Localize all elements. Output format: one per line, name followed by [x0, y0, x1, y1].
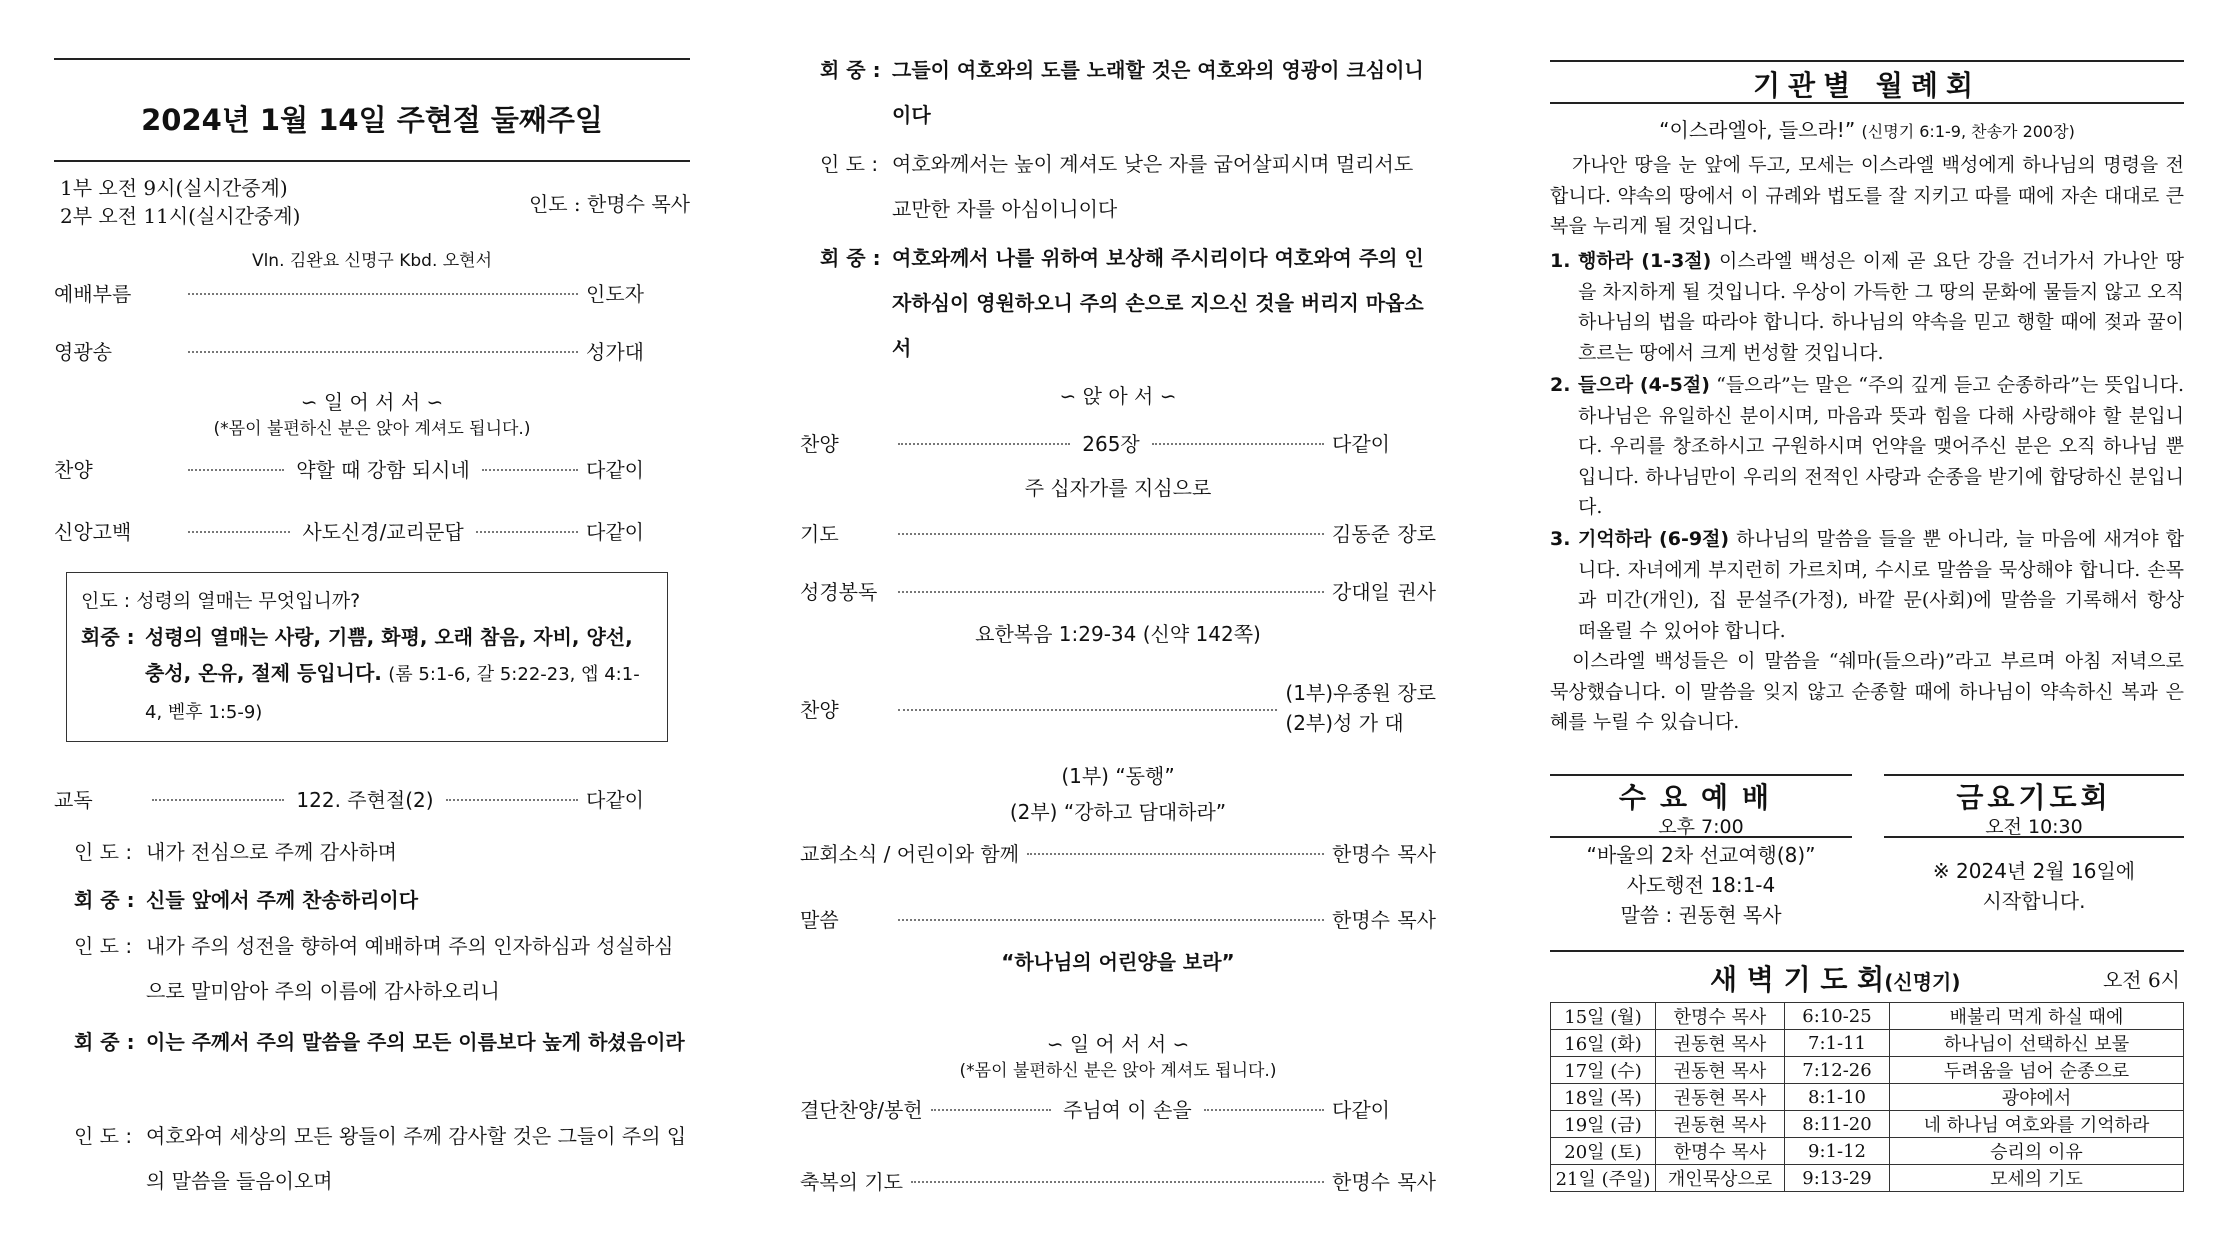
- choir-song-1: (1부) “동행”: [1061, 764, 1175, 788]
- order-sermon: 말씀 한명수 목사: [800, 907, 1436, 932]
- right-column: [1550, 0, 2184, 1234]
- point-1: 1. 행하라 (1-3절) 이스라엘 백성은 이제 곧 요단 강을 건너가서 가나안 땅을 차지하게 될 것입니다. 우상이 가득한 그 땅의 문화에 물들지 않고 오직 하나님의 법을 따라야 합니다. 하나님의 약속을 믿고 행할 때에 젖과 꿀이 흐르는 땅에서 크게 번성할 것입니다.: [1550, 250, 2184, 364]
- response-3: 인 도 : 내가 주의 성전을 향하여 예배하며 주의 인자하심과 성실하심으로 말미암아 주의 이름에 감사하오리니: [74, 934, 674, 1003]
- table-cell: 20일 (토): [1551, 1138, 1656, 1165]
- table-cell: 배불리 먹게 하실 때에: [1890, 1003, 2184, 1030]
- dawn-time: 오전 6시: [2102, 968, 2180, 992]
- table-cell: 19일 (금): [1551, 1111, 1656, 1138]
- table-cell: 16일 (화): [1551, 1030, 1656, 1057]
- catechism-question: 인도 : 성령의 열매는 무엇입니까?: [81, 590, 361, 612]
- table-cell: 15일 (월): [1551, 1003, 1656, 1030]
- table-cell: 네 하나님 여호와를 기억하라: [1890, 1111, 2184, 1138]
- response-2: 회 중 : 신들 앞에서 주께 찬송하리이다: [74, 888, 419, 912]
- order-doxology: 영광송 성가대: [54, 339, 644, 364]
- table-cell: 권동현 목사: [1656, 1030, 1785, 1057]
- catechism-answer: 회중 : 성령의 열매는 사랑, 기쁨, 화평, 오래 참음, 자비, 양선, 충성, 온유, 절제 등입니다. (롬 5:1-6, 갈 5:22-23, 엡 4:1-4, 벧후 1:5-9): [81, 625, 640, 723]
- response-1: 인 도 : 내가 전심으로 주께 감사하며: [74, 840, 397, 864]
- response-7: 인 도 : 여호와께서는 높이 계셔도 낮은 자를 굽어살피시며 멀리서도 교만한 자를 아심이니이다: [820, 152, 1414, 221]
- outro-paragraph: 이스라엘 백성들은 이 말씀을 “쉐마(들으라)”라고 부르며 아침 저녁으로 묵상했습니다. 이 말씀을 잊지 않고 순종할 때에 하나님이 약속하신 복과 은혜를 누릴 수 있습니다.: [1550, 650, 2184, 733]
- order-prayer: 기도 김동준 장로: [800, 521, 1436, 546]
- order-responsive-reading: 교독 122. 주현절(2) 다같이: [54, 787, 644, 812]
- wednesday-details: “바울의 2차 선교여행(8)” 사도행전 18:1-4 말씀 : 권동현 목사: [1586, 843, 1816, 927]
- scripture-reference: 요한복음 1:29-34 (신약 142쪽): [975, 622, 1261, 646]
- left-column: [54, 0, 690, 1234]
- table-cell: 9:13-29: [1785, 1165, 1890, 1192]
- leader-name: 인도 : 한명수 목사: [528, 192, 690, 216]
- table-cell: 17일 (수): [1551, 1057, 1656, 1084]
- response-5: 인 도 : 여호와여 세상의 모든 왕들이 주께 감사할 것은 그들이 주의 입의 말씀을 들음이오며: [74, 1124, 687, 1193]
- monthly-meeting-title: 기관별 월례회: [1752, 69, 1982, 102]
- monthly-top-rule: [1550, 60, 2184, 62]
- dawn-title: 새 벽 기 도 회(신명기): [1710, 963, 1961, 996]
- friday-details: ※ 2024년 2월 16일에 시작합니다.: [1932, 859, 2136, 913]
- table-cell: 한명수 목사: [1656, 1138, 1785, 1165]
- hymn-title: 주 십자가를 지심으로: [1024, 476, 1212, 500]
- order-choir: 찬양 (1부)우종원 장로 (2부)성 가 대: [800, 681, 1436, 735]
- table-row: [1551, 1030, 2184, 1057]
- table-cell: 승리의 이유: [1890, 1138, 2184, 1165]
- table-cell: 하나님이 선택하신 보물: [1890, 1030, 2184, 1057]
- order-scripture: 성경봉독 강대일 권사: [800, 579, 1436, 604]
- table-cell: 9:1-12: [1785, 1138, 1890, 1165]
- theme-verse: “이스라엘아, 들으라!” (신명기 6:1-9, 찬송가 200장): [1659, 118, 2075, 142]
- table-row: [1551, 1111, 2184, 1138]
- middle-column: [800, 0, 1436, 1234]
- table-cell: 21일 (주일): [1551, 1165, 1656, 1192]
- table-cell: 권동현 목사: [1656, 1084, 1785, 1111]
- intro-paragraph: 가나안 땅을 눈 앞에 두고, 모세는 이스라엘 백성에게 하나님의 명령을 전합니다. 약속의 땅에서 이 규례와 법도를 잘 지키고 따를 때에 자손 대대로 큰 복을 누리게 될 것입니다.: [1550, 154, 2184, 237]
- table-row: [1551, 1084, 2184, 1111]
- table-row: [1551, 1165, 2184, 1192]
- title-rule: [54, 160, 690, 162]
- musicians: Vln. 김완요 신명구 Kbd. 오현서: [251, 251, 493, 271]
- table-cell: 두려움을 넘어 순종으로: [1890, 1057, 2184, 1084]
- table-cell: 18일 (목): [1551, 1084, 1656, 1111]
- stand-heading-2: ∽ 일 어 서 서 ∽: [1046, 1032, 1190, 1056]
- table-cell: 개인묵상으로: [1656, 1165, 1785, 1192]
- stand-note: (*몸이 불편하신 분은 앉아 계셔도 됩니다.): [213, 419, 531, 439]
- response-8: 회 중 : 여호와께서 나를 위하여 보상해 주시리이다 여호와여 주의 인자하심이 영원하오니 주의 손으로 지으신 것을 버리지 마옵소서: [820, 246, 1424, 360]
- top-rule: [54, 58, 690, 60]
- table-cell: 8:1-10: [1785, 1084, 1890, 1111]
- table-cell: 권동현 목사: [1656, 1111, 1785, 1138]
- catechism-box: [66, 572, 668, 742]
- order-creed: 신앙고백 사도신경/교리문답 다같이: [54, 519, 644, 544]
- wednesday-rule: [1550, 836, 1852, 838]
- order-benediction: 축복의 기도 한명수 목사: [800, 1169, 1436, 1194]
- order-hymn: 찬양 265장 다같이: [800, 431, 1390, 456]
- table-cell: 6:10-25: [1785, 1003, 1890, 1030]
- table-cell: 광야에서: [1890, 1084, 2184, 1111]
- dawn-top-rule: [1550, 950, 2184, 952]
- sit-heading: ∽ 앉 아 서 ∽: [1059, 384, 1177, 408]
- friday-time: 오전 10:30: [1985, 816, 2083, 838]
- dawn-schedule-table: [1550, 1002, 2184, 1192]
- table-cell: 한명수 목사: [1656, 1003, 1785, 1030]
- table-row: [1551, 1138, 2184, 1165]
- point-3: 3. 기억하라 (6-9절) 하나님의 말씀을 들을 뿐 아니라, 늘 마음에 새겨야 합니다. 자녀에게 부지런히 가르치며, 수시로 말씀을 묵상해야 합니다. 손목과 미간(개인), 집 문설주(가정), 바깥 문(사회)에 말씀을 기록해서 항상 떠올릴 수 있어야 합니다.: [1550, 528, 2184, 642]
- table-row: [1551, 1057, 2184, 1084]
- choir-song-2: (2부) “강하고 담대하라”: [1009, 800, 1227, 824]
- wednesday-title: 수요예배: [1618, 781, 1784, 814]
- table-cell: 모세의 기도: [1890, 1165, 2184, 1192]
- table-row: [1551, 1003, 2184, 1030]
- wednesday-time: 오후 7:00: [1658, 816, 1744, 838]
- order-call-to-worship: 예배부름 인도자: [54, 281, 644, 306]
- stand-heading: ∽ 일 어 서 서 ∽: [300, 390, 444, 414]
- table-cell: 권동현 목사: [1656, 1057, 1785, 1084]
- table-cell: 7:1-11: [1785, 1030, 1890, 1057]
- point-2: 2. 들으라 (4-5절) “들으라”는 말은 “주의 깊게 듣고 순종하라”는 뜻입니다. 하나님은 유일하신 분이시며, 마음과 뜻과 힘을 다해 사랑해야 할 분입니다. 우리를 창조하시고 구원하시며 언약을 맺어주신 분은 오직 하나님 뿐입니다. 하나님만이 우리의 전적인 사랑과 순종을 받기에 합당하신 분입니다.: [1550, 374, 2184, 518]
- table-cell: 7:12-26: [1785, 1057, 1890, 1084]
- friday-title: 금요기도회: [1956, 781, 2112, 814]
- monthly-bottom-rule: [1550, 102, 2184, 104]
- sermon-title: “하나님의 어린양을 보라”: [1001, 950, 1235, 974]
- response-6: 회 중 : 그들이 여호와의 도를 노래할 것은 여호와의 영광이 크심이니이다: [820, 58, 1424, 127]
- friday-rule: [1884, 836, 2184, 838]
- service-time-2: 2부 오전 11시(실시간중계): [60, 204, 301, 228]
- page-title: 2024년 1월 14일 주현절 둘째주일: [141, 103, 603, 137]
- response-4: 회 중 : 이는 주께서 주의 말씀을 주의 모든 이름보다 높게 하셨음이라: [74, 1030, 685, 1054]
- stand-note-2: (*몸이 불편하신 분은 앉아 계셔도 됩니다.): [959, 1061, 1277, 1081]
- order-news: 교회소식 / 어린이와 함께 한명수 목사: [800, 841, 1436, 866]
- service-time-1: 1부 오전 9시(실시간중계): [60, 176, 288, 200]
- table-cell: 8:11-20: [1785, 1111, 1890, 1138]
- order-praise: 찬양 약할 때 강함 되시네 다같이: [54, 457, 644, 482]
- order-offering: 결단찬양/봉헌 주님여 이 손을 다같이: [800, 1097, 1390, 1122]
